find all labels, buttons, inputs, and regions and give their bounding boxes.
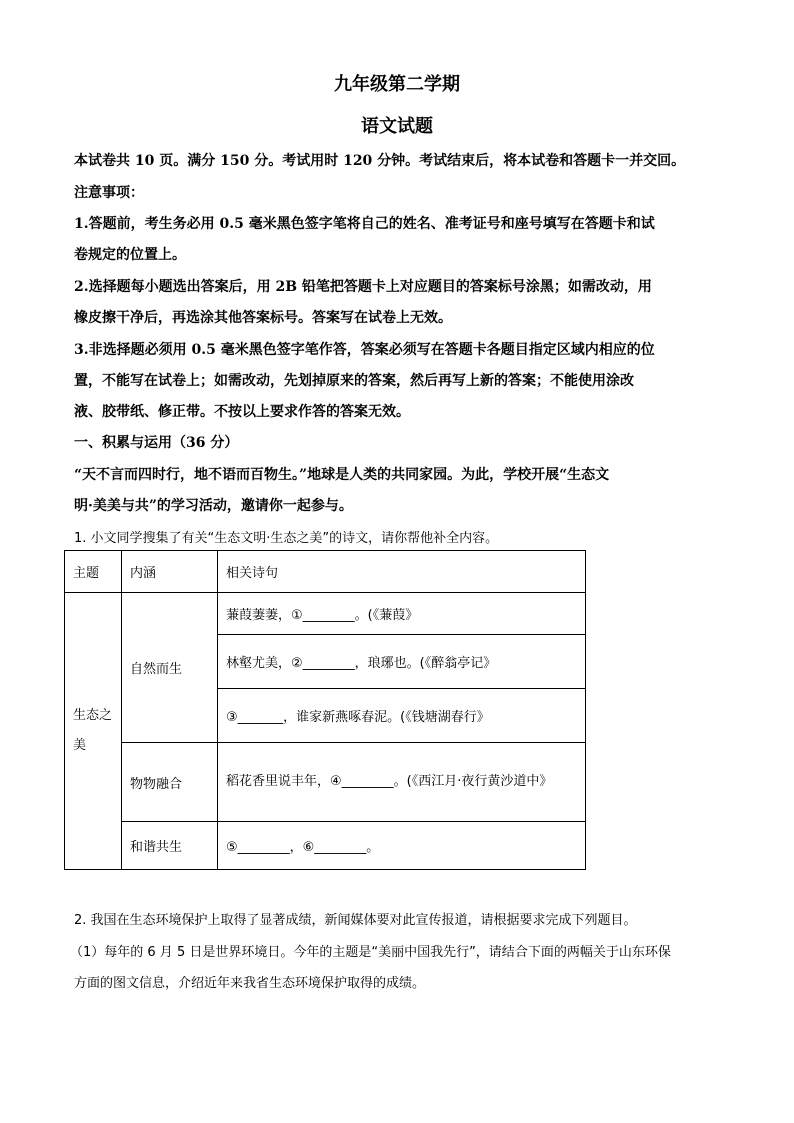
table-row [65, 593, 586, 635]
poem-line-1: 蒹葭萋萋，①________。(《蒹葭》 [218, 593, 586, 635]
header-poems: 相关诗句 [218, 551, 586, 593]
notice-item-1-line-2: 卷规定的位置上。 [74, 247, 186, 263]
table-row [65, 743, 586, 822]
notice-item-3-line-3: 液、胶带纸、修正带。不按以上要求作答的答案无效。 [74, 404, 410, 420]
meaning-cell-harmony: 和谐共生 [122, 822, 218, 870]
question-2-sub1-line-2: 方面的图文信息，介绍近年来我省生态环境保护取得的成绩。 [74, 976, 426, 991]
question-2-prompt: 2. 我国在生态环境保护上取得了显著成绩，新闻媒体要对此宣传报道，请根据要求完成下列题目。 [74, 913, 637, 928]
page-title: 九年级第二学期 [334, 74, 460, 95]
notice-item-2-line-2: 橡皮擦干净后，再选涂其他答案标号。答案写在试卷上无效。 [74, 310, 452, 326]
poem-line-2: 林壑尤美，②________，琅琊也。(《醉翁亭记》 [218, 635, 586, 689]
poem-line-5: ⑤________，⑥________。 [218, 822, 586, 870]
section-lead-line-1: “天不言而四时行，地不语而百物生。”地球是人类的共同家园。为此，学校开展“生态文 [74, 467, 610, 483]
poem-line-4: 稻花香里说丰年，④________。(《西江月·夜行黄沙道中》 [218, 743, 586, 822]
meaning-cell-natural: 自然而生 [122, 593, 218, 743]
poem-line-3: ③_______，谁家新燕啄春泥。(《钱塘湖春行》 [218, 689, 586, 743]
header-meaning: 内涵 [122, 551, 218, 593]
notice-item-2-line-1: 2.选择题每小题选出答案后，用 2B 铅笔把答题卡上对应题目的答案标号涂黑；如需改动，用 [74, 279, 652, 295]
section-lead-line-2: 明·美美与共”的学习活动，邀请你一起参与。 [74, 498, 353, 514]
notice-item-3-line-1: 3.非选择题必须用 0.5 毫米黑色签字笔作答，答案必须写在答题卡各题目指定区域内相应的位 [74, 342, 655, 358]
table-header-row [65, 551, 586, 593]
section-heading: 一、积累与运用（36 分） [74, 435, 239, 451]
theme-cell: 生态之美 [65, 593, 122, 870]
table-row [65, 822, 586, 870]
meaning-cell-fusion: 物物融合 [122, 743, 218, 822]
notice-heading: 注意事项： [74, 185, 144, 201]
notice-item-3-line-2: 置，不能写在试卷上；如需改动，先划掉原来的答案，然后再写上新的答案；不能使用涂改 [74, 373, 634, 389]
poem-table [64, 550, 586, 870]
notice-item-1-line-1: 1.答题前，考生务必用 0.5 毫米黑色签字笔将自己的姓名、准考证号和座号填写在答题卡和试 [74, 216, 655, 232]
header-theme: 主题 [65, 551, 122, 593]
page-subtitle: 语文试题 [361, 116, 433, 137]
instructions-intro: 本试卷共 10 页。满分 150 分。考试用时 120 分钟。考试结束后，将本试卷和答题卡一并交回。 [74, 153, 686, 169]
question-1-prompt: 1. 小文同学搜集了有关“生态文明·生态之美”的诗文，请你帮他补全内容。 [74, 531, 499, 546]
question-2-sub1-line-1: （1）每年的 6 月 5 日是世界环境日。今年的主题是“美丽中国我先行”，请结合下面的两幅关于山东环保 [70, 945, 671, 960]
